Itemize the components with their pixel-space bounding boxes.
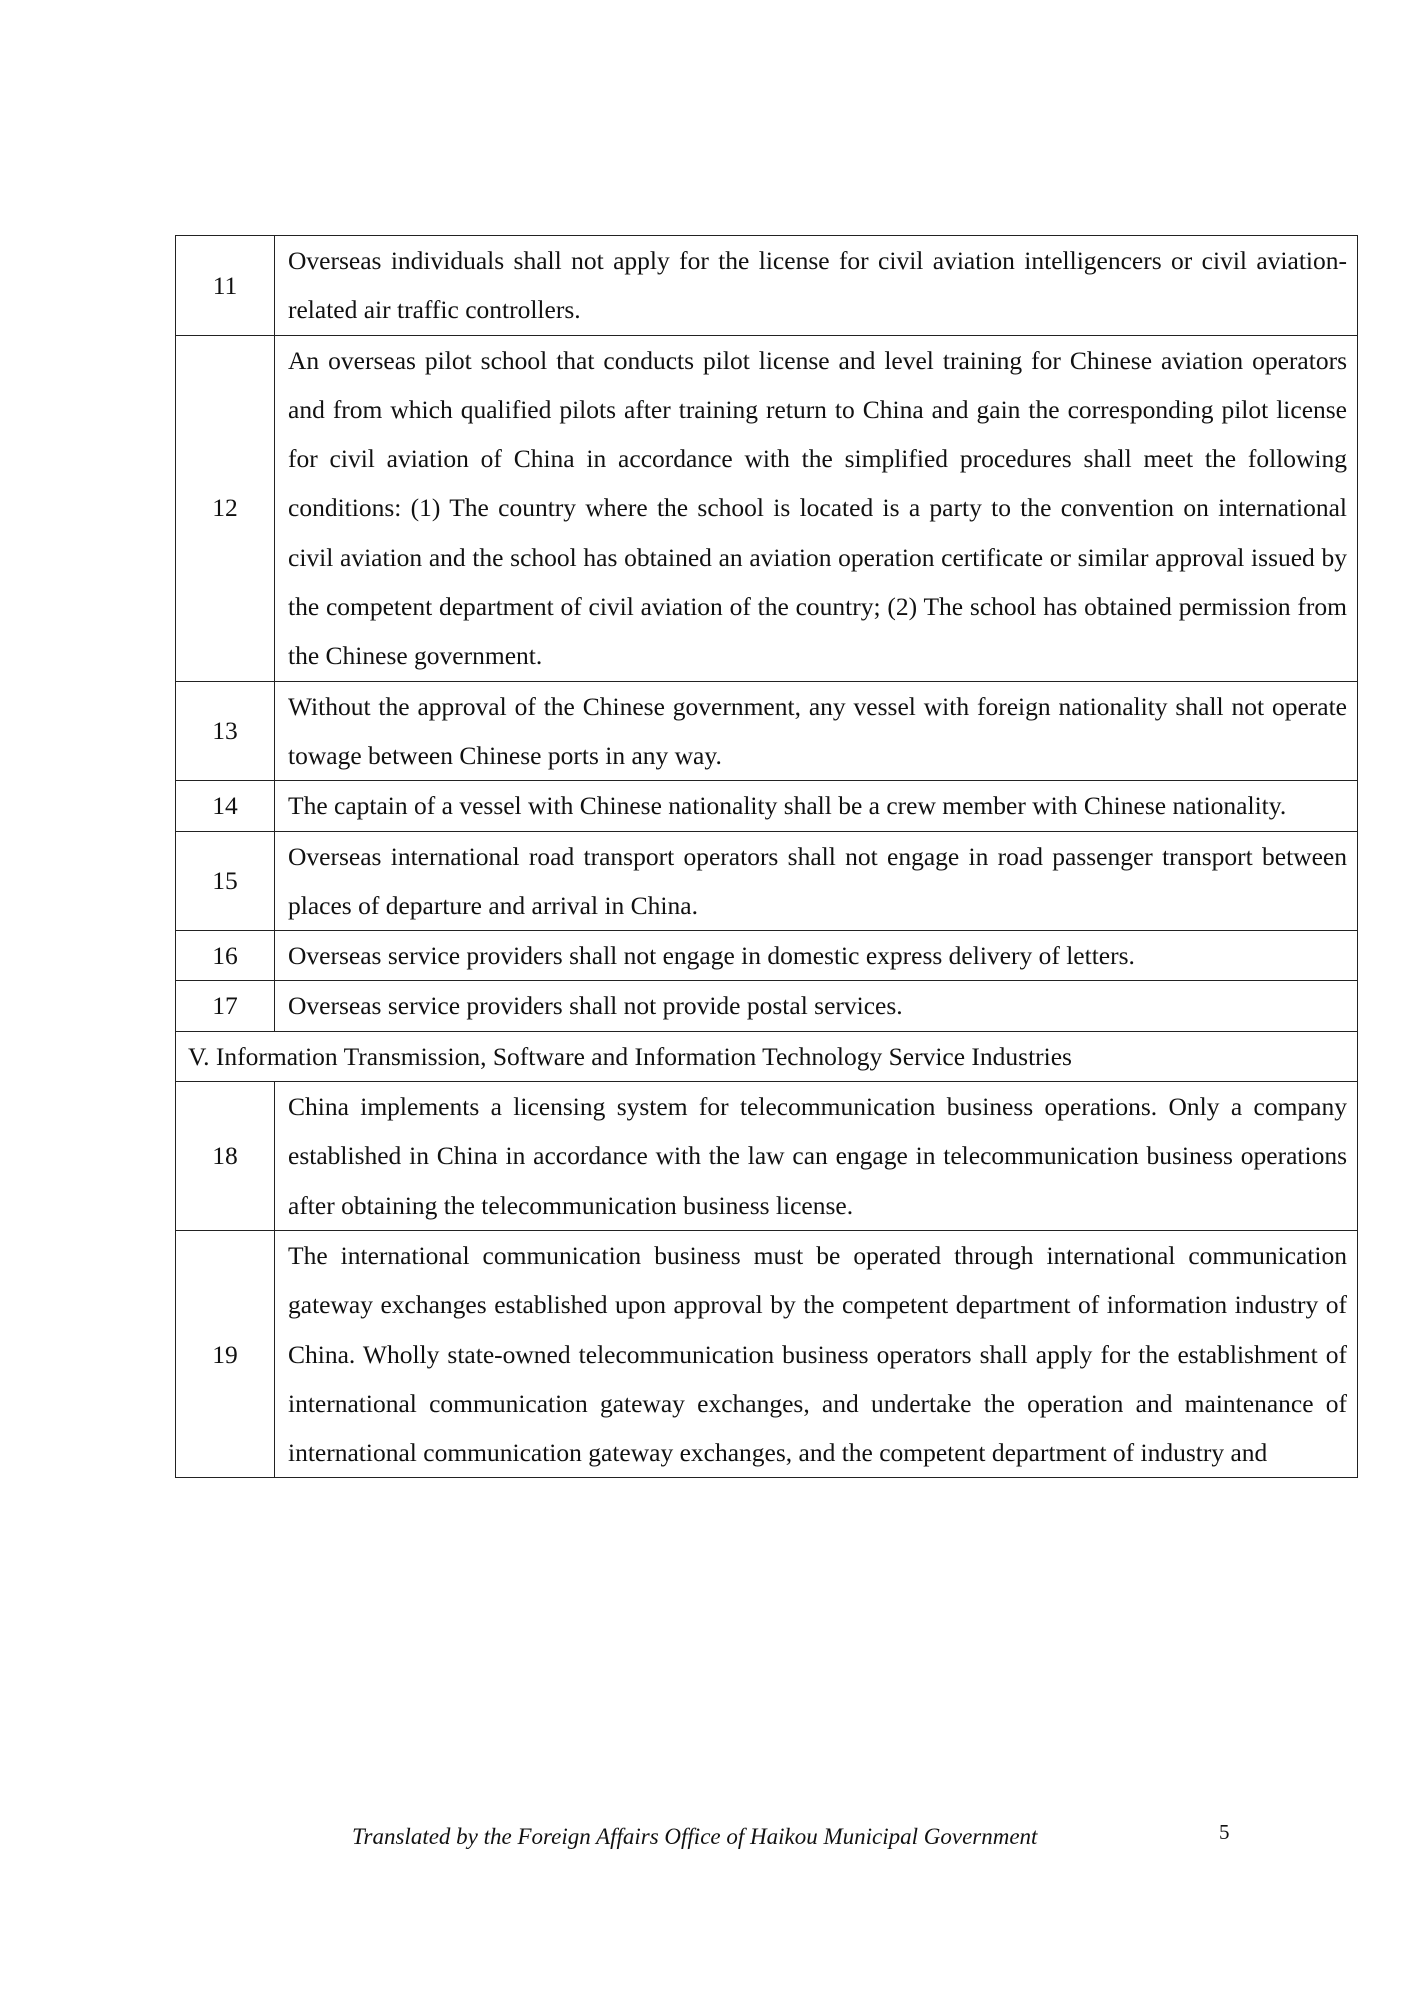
- special-measures-table: [175, 235, 1358, 1478]
- page-number: 5: [1219, 1820, 1230, 1844]
- item-number: 16: [176, 931, 275, 981]
- table-row: [176, 931, 1358, 981]
- item-number: 15: [176, 831, 275, 931]
- section-row: [176, 1031, 1358, 1081]
- section-heading: V. Information Transmission, Software and Information Technology Service Industries: [176, 1031, 1358, 1081]
- table-row: [176, 681, 1358, 781]
- item-text: Overseas service providers shall not provide postal services.: [275, 981, 1358, 1031]
- table-row: [176, 981, 1358, 1031]
- item-text: Overseas individuals shall not apply for the license for civil aviation intelligencers or civil aviation-related air traffic controllers.: [275, 236, 1358, 336]
- item-text: The captain of a vessel with Chinese nationality shall be a crew member with Chinese nationality.: [275, 781, 1358, 831]
- item-number: 14: [176, 781, 275, 831]
- item-number: 18: [176, 1082, 275, 1231]
- item-number: 11: [176, 236, 275, 336]
- item-number: 12: [176, 335, 275, 681]
- item-text: Without the approval of the Chinese government, any vessel with foreign nationality shall not operate towage between Chinese ports in any way.: [275, 681, 1358, 781]
- table-row: [176, 831, 1358, 931]
- translation-credit: Translated by the Foreign Affairs Office of Haikou Municipal Government: [352, 1824, 1038, 1849]
- item-number: 19: [176, 1230, 275, 1477]
- item-text: China implements a licensing system for telecommunication business operations. Only a company established in China in accordance with the law can engage in telecommunication business operations after obtaining the telecommunication business license.: [275, 1082, 1358, 1231]
- table-row: [176, 781, 1358, 831]
- item-text: An overseas pilot school that conducts pilot license and level training for Chinese aviation operators and from which qualified pilots after training return to China and gain the corresponding pilot license for civil aviation of China in accordance with the simplified procedures shall meet the following conditions: (1) The country where the school is located is a party to the convention on international civil aviation and the school has obtained an aviation operation certificate or similar approval issued by the competent department of civil aviation of the country; (2) The school has obtained permission from the Chinese government.: [275, 335, 1358, 681]
- item-number: 13: [176, 681, 275, 781]
- item-number: 17: [176, 981, 275, 1031]
- item-text: The international communication business must be operated through international communication gateway exchanges established upon approval by the competent department of information industry of China. Wholly state-owned telecommunication business operators shall apply for the establishment of international communication gateway exchanges, and undertake the operation and maintenance of international communication gateway exchanges, and the competent department of industry and: [275, 1230, 1358, 1477]
- item-text: Overseas international road transport operators shall not engage in road passenger transport between places of departure and arrival in China.: [275, 831, 1358, 931]
- table-row: [176, 1082, 1358, 1231]
- table-row: [176, 335, 1358, 681]
- item-text: Overseas service providers shall not engage in domestic express delivery of letters.: [275, 931, 1358, 981]
- table-row: [176, 1230, 1358, 1477]
- table-row: [176, 236, 1358, 336]
